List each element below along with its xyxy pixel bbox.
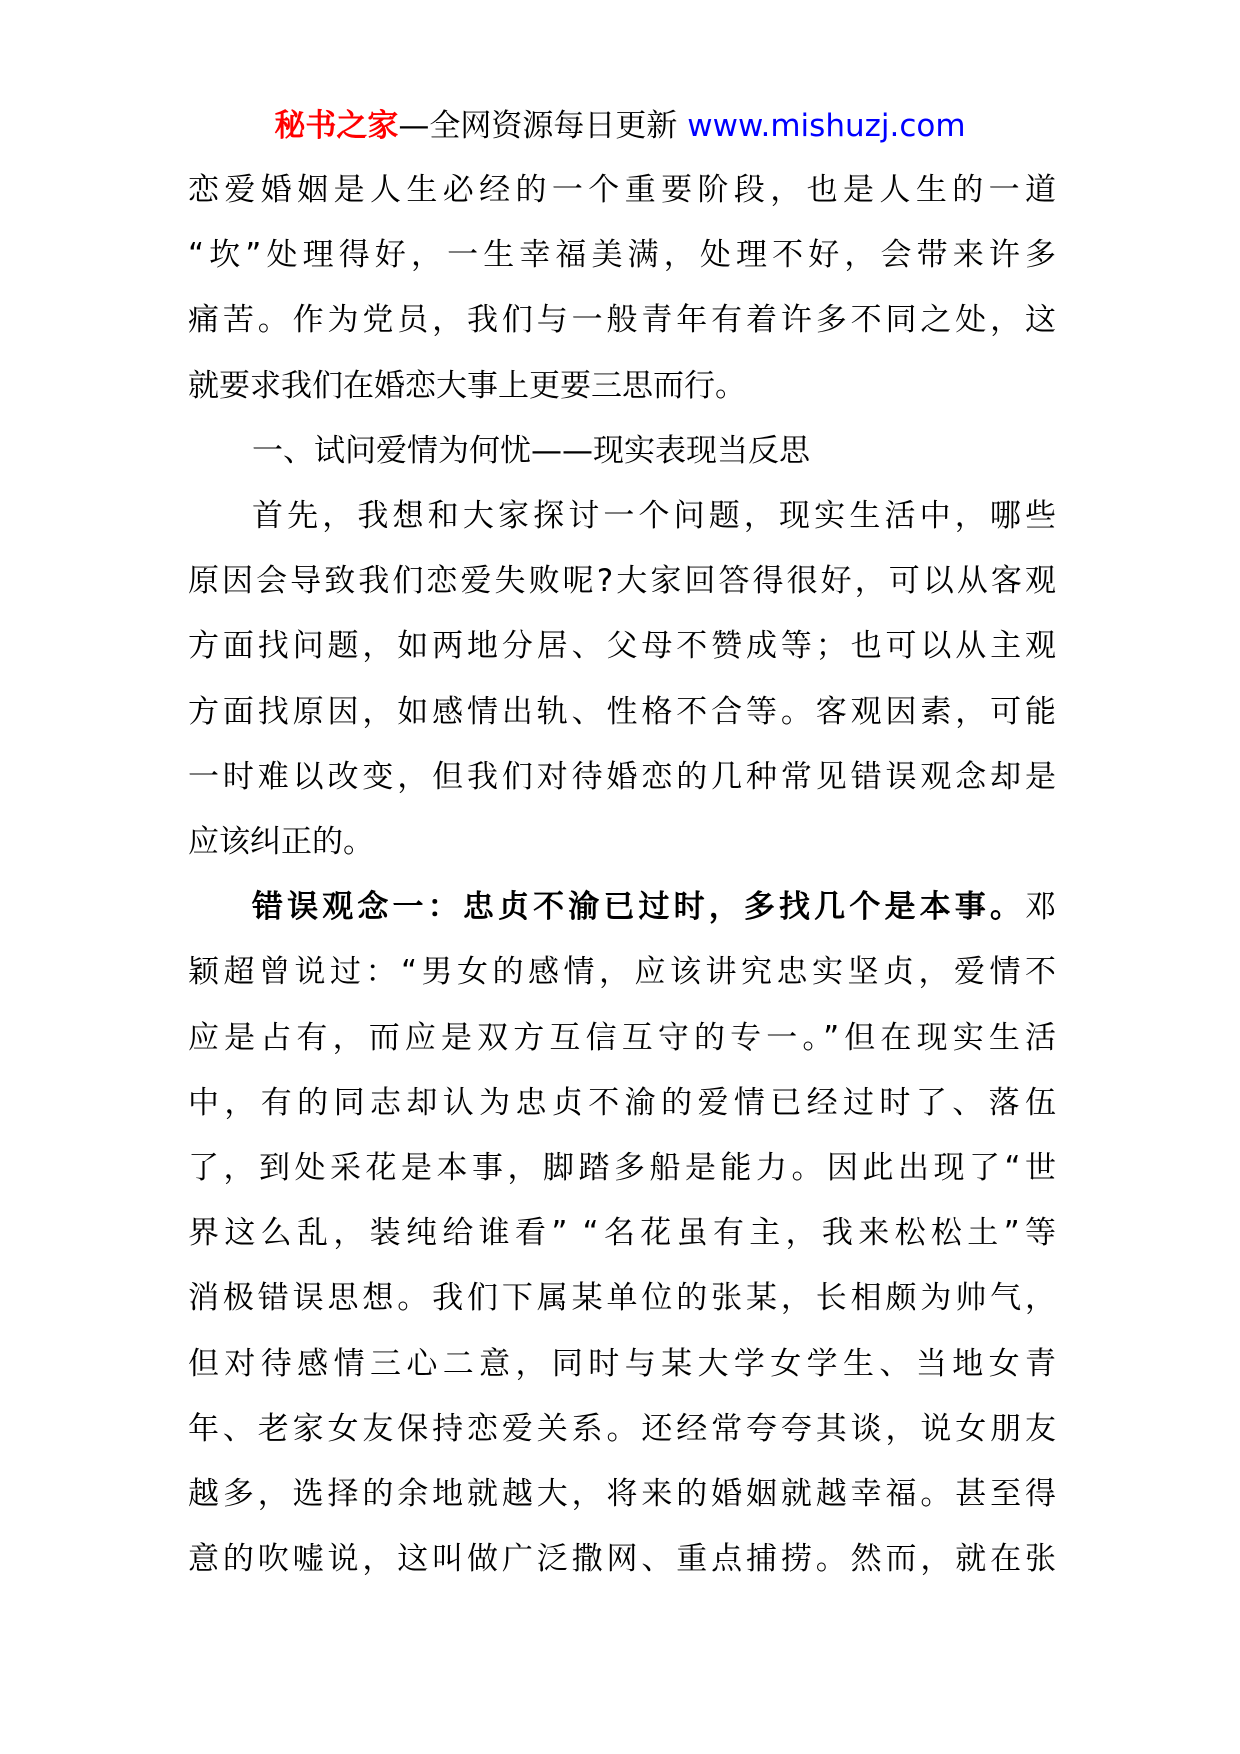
site-url-link[interactable]: www.mishuzj.com	[687, 108, 966, 144]
site-header	[0, 96, 1240, 156]
paragraph-misconception-one	[188, 875, 1056, 1592]
site-brand: 秘书之家	[274, 108, 399, 144]
text-line: 恋爱婚姻是人生必经的一个重要阶段，也是人生的一道	[188, 172, 1056, 208]
text-line: “坎”处理得好，一生幸福美满，处理不好，会带来许多	[188, 237, 1056, 274]
section-heading-text: 一、试问爱情为何忧——现实表现当反思	[252, 432, 810, 469]
document-body	[188, 158, 1056, 1592]
text-line: 越多，选择的余地就越大，将来的婚姻就越幸福。甚至得	[188, 1476, 1056, 1513]
text-line: 应该纠正的。	[188, 824, 374, 861]
text-line: 但对待感情三心二意，同时与某大学女学生、当地女青	[188, 1345, 1056, 1382]
text-line: 年、老家女友保持恋爱关系。还经常夸夸其谈，说女朋友	[188, 1410, 1056, 1447]
text-line: 了，到处采花是本事，脚踏多船是能力。因此出现了“世	[188, 1150, 1056, 1187]
text-line: 应是占有，而应是双方互信互守的专一。”但在现实生活	[188, 1019, 1056, 1056]
text-line: 首先，我想和大家探讨一个问题，现实生活中，哪些	[252, 498, 1056, 535]
paragraph-intro	[188, 158, 1056, 419]
section-heading	[188, 419, 1056, 484]
text-line: 方面找问题，如两地分居、父母不赞成等；也可以从主观	[188, 628, 1056, 665]
text-line: 方面找原因，如感情出轨、性格不合等。客观因素，可能	[188, 693, 1056, 730]
site-tagline: —全网资源每日更新	[398, 108, 678, 144]
text-line: 原因会导致我们恋爱失败呢?大家回答得很好，可以从客观	[188, 563, 1056, 600]
paragraph-discussion	[188, 484, 1056, 875]
text-line: 界这么乱，装纯给谁看” “名花虽有主，我来松松土”等	[188, 1215, 1056, 1252]
lead-continuation: 邓	[1025, 889, 1056, 926]
text-line: 一时难以改变，但我们对待婚恋的几种常见错误观念却是	[188, 758, 1056, 795]
text-line: 痛苦。作为党员，我们与一般青年有着许多不同之处，这	[188, 302, 1056, 339]
text-line	[188, 875, 1056, 940]
misconception-title: 错误观念一：忠贞不渝已过时，多找几个是本事。	[252, 889, 1025, 926]
text-line: 消极错误思想。我们下属某单位的张某，长相颇为帅气，	[188, 1280, 1056, 1317]
text-line: 中，有的同志却认为忠贞不渝的爱情已经过时了、落伍	[188, 1084, 1056, 1121]
text-line: 意的吹嘘说，这叫做广泛撒网、重点捕捞。然而，就在张	[188, 1541, 1056, 1578]
text-line: 颖超曾说过：“男女的感情，应该讲究忠实坚贞，爱情不	[188, 954, 1056, 991]
text-line: 就要求我们在婚恋大事上更要三思而行。	[188, 367, 746, 404]
